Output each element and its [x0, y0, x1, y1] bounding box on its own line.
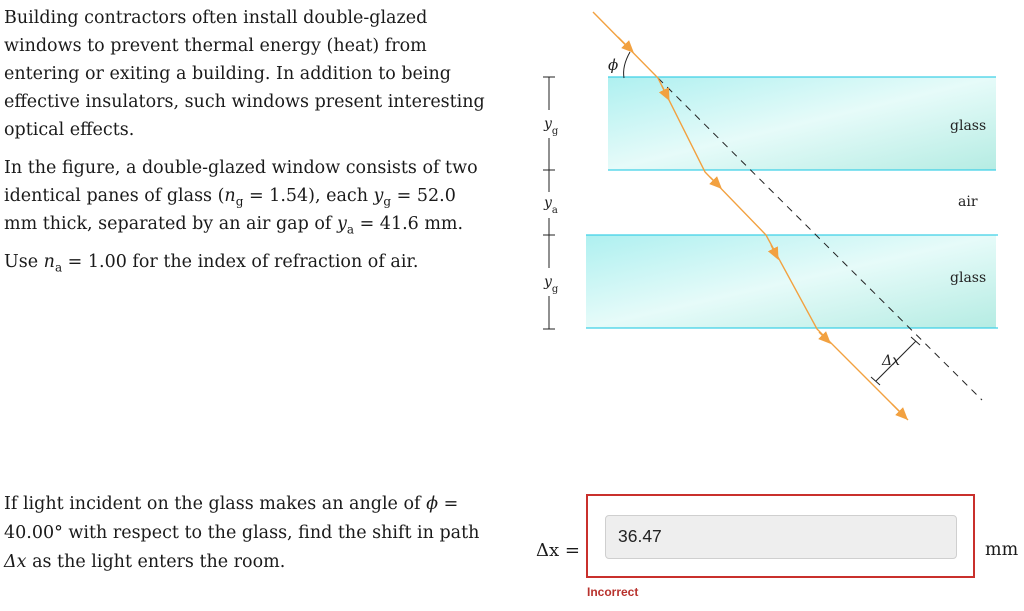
- angle-phi-arc: [624, 52, 630, 78]
- label-glass-top: glass: [950, 118, 987, 134]
- math-symbol: ϕ: [426, 494, 438, 514]
- math-symbol: y: [373, 186, 384, 206]
- ray-arrow-exit: [892, 404, 904, 416]
- dim-label-yg-top: $y_g$: [544, 116, 559, 137]
- light-ray-path: [593, 12, 908, 420]
- answer-label: Δx =: [536, 540, 580, 561]
- answer-input[interactable]: 36.47: [605, 515, 957, 559]
- dim-label-yg-bottom: $y_g$: [544, 274, 559, 295]
- label-glass-bottom: glass: [950, 270, 987, 286]
- math-symbol: y: [336, 214, 347, 234]
- text-segment: If light incident on the glass makes an angle of: [4, 494, 427, 514]
- math-subscript: a: [346, 222, 355, 237]
- angle-phi-label: ϕ: [608, 56, 619, 74]
- double-glazed-window-figure: [520, 0, 1024, 470]
- text-segment: Use: [4, 252, 44, 272]
- problem-paragraph-1: Building contractors often install double-glazed windows to prevent thermal energy (heat) from entering or exiting a building. In addition to being effective insulators, such windows present interesting optical effects.: [4, 8, 485, 140]
- math-subscript: g: [235, 194, 244, 209]
- problem-paragraph-2: [4, 154, 494, 238]
- question-text: [4, 490, 504, 577]
- ray-arrow-air: [710, 177, 718, 185]
- math-symbol: Δx: [4, 552, 27, 572]
- text-segment: = 1.00 for the index of refraction of air.: [62, 252, 419, 272]
- glass-pane-top: [608, 77, 996, 170]
- label-air: air: [958, 194, 978, 210]
- dim-label-ya: $y_a$: [544, 195, 558, 216]
- figure-svg: [520, 0, 1024, 470]
- ray-arrow-air-mid: [819, 332, 827, 340]
- dx-label: Δx: [882, 353, 901, 369]
- problem-paragraph-3: [4, 248, 494, 276]
- answer-status-badge: Incorrect: [587, 585, 639, 599]
- text-segment: = 1.54), each: [243, 186, 374, 206]
- text-segment: In the figure, a double-glazed window consists of two identical panes of glass (: [4, 158, 478, 206]
- problem-text: [4, 4, 494, 286]
- math-symbol: n: [224, 186, 236, 206]
- text-segment: = 40.00° with respect to the glass, find the shift in path: [4, 494, 480, 543]
- ray-arrow-incident: [618, 37, 630, 49]
- text-segment: = 52.0 mm thick, separated by an air gap of: [4, 186, 456, 234]
- math-subscript: g: [383, 194, 392, 209]
- text-segment: = 41.6 mm.: [354, 214, 464, 234]
- math-subscript: a: [54, 260, 63, 275]
- text-segment: as the light enters the room.: [26, 552, 286, 572]
- math-symbol: n: [43, 252, 55, 272]
- dx-tick-b: [911, 337, 920, 345]
- answer-unit: mm: [985, 540, 1019, 560]
